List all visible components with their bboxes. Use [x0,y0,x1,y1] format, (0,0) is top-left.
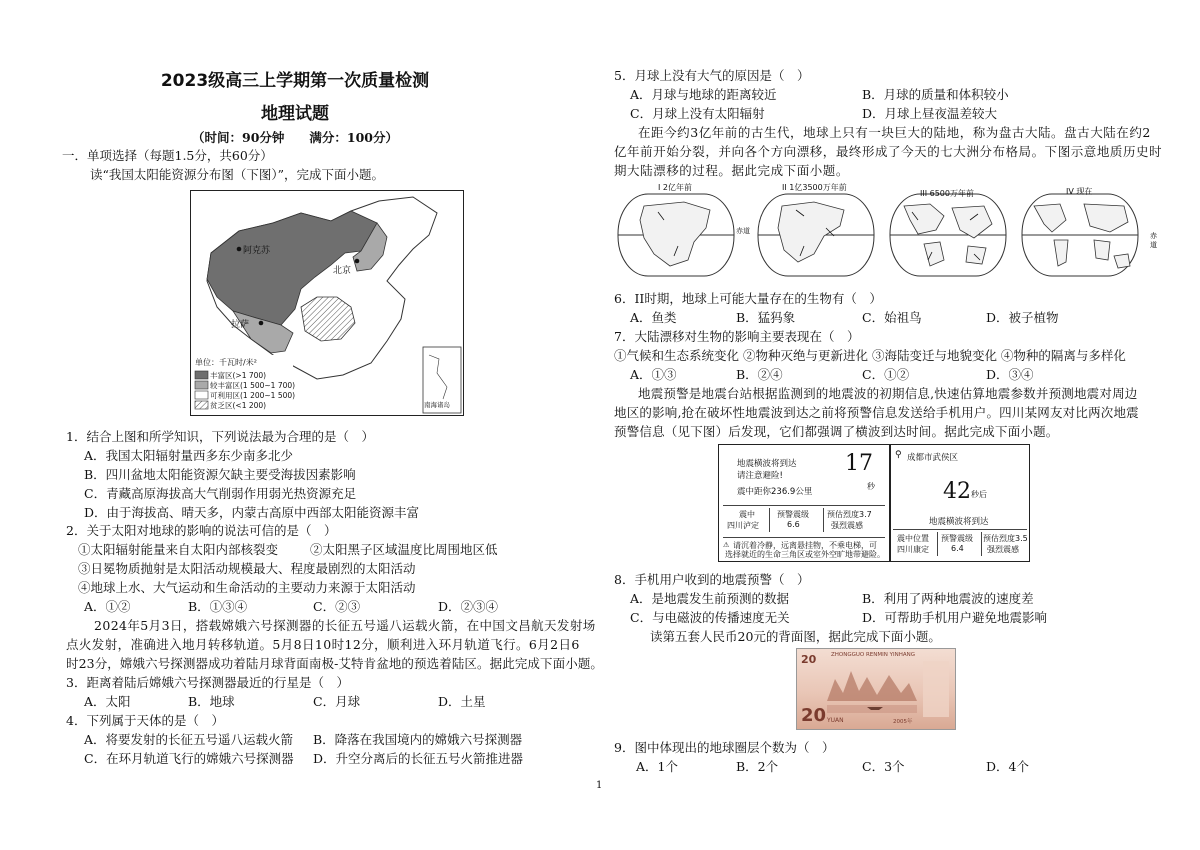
drift-label-4: IV 现在 [1066,187,1093,196]
q5-option-b[interactable]: B．月球的质量和体积较小 [862,87,1009,102]
q5-option-c[interactable]: C．月球上没有太阳辐射 [630,106,765,121]
q8-option-a[interactable]: A．是地震发生前预测的数据 [630,591,790,606]
q7-stem: 7．大陆漂移对生物的影响主要表现在（ ） [614,329,860,344]
continental-drift-figure [614,180,1180,280]
passage-quake-line1: 地震预警是地震台站根据监测到的地震波的初期信息,快速估算地震参数并预测地震对周边 [638,386,1138,401]
time-score: （时间：90分钟 满分：100分） [192,130,398,145]
card2-location: 成都市武侯区 [907,453,959,463]
q1-option-b[interactable]: B．四川盆地太阳能资源欠缺主要受海拔因素影响 [84,467,356,482]
passage-pangaea-line2: 亿年前开始分裂，并向各个方向漂移，最终形成了今天的七大洲分布格局。下图示意地质历史时 [614,144,1163,159]
passage-pangaea-line3: 期大陆漂移的过程。据此完成下面小题。 [614,163,849,178]
passage-quake-line3: 预警信息（见下图）后发现，它们都强调了横波到达时间。据此完成下面小题。 [614,424,1059,439]
legend-unit: 单位：千瓦时/米² [195,358,257,367]
card1-col2-head: 预警震级 [777,510,809,519]
card2-col3-val: 强烈震感 [987,545,1019,554]
passage-quake-line2: 地区的影响,抢在破坏性地震波到达之前将预警信息发送给手机用户。四川某网友对比两次地震 [614,405,1139,420]
q8-stem: 8．手机用户收到的地震预警（ ） [614,572,810,587]
passage-change6-line3: 时23分，嫦娥六号探测器成功着陆月球背面南极-艾特肯盆地的预选着陆区。据此完成下面小题。 [66,656,604,671]
card1-title2: 请注意避险! [737,471,783,481]
q3-option-d[interactable]: D．土星 [438,694,486,709]
banknote-denom-large: 20 [801,705,827,726]
q3-option-a[interactable]: A．太阳 [84,694,131,709]
drift-maps-graphic [614,180,1180,280]
exam-title: 2023级高三上学期第一次质量检测 [160,71,430,91]
warning-icon: ⚠ [723,541,730,549]
card1-distance: 震中距你236.9公里 [737,487,813,497]
card2-unit: 秒后 [971,490,987,499]
card1-warning [723,537,885,560]
svg-text:道: 道 [1150,241,1157,249]
equator-label: 赤道 [736,227,750,235]
card1-col2-val: 6.6 [787,520,800,529]
card1-table [723,505,885,534]
q8-option-c[interactable]: C．与电磁波的传播速度无关 [630,610,790,625]
q7-option-b[interactable]: B．②④ [736,367,783,382]
location-pin-icon: ⚲ [895,450,902,460]
card1-unit: 秒 [867,482,875,491]
q4-option-d[interactable]: D．升空分离后的长征五号火箭推进器 [313,751,524,766]
q8-option-b[interactable]: B．利用了两种地震波的速度差 [862,591,1034,606]
map-intro: 读“我国太阳能资源分布图（下图）”，完成下面小题。 [90,167,385,182]
label-akesu: 阿克苏 [243,246,271,256]
q1-option-c[interactable]: C．青藏高原海拔高大气削弱作用弱光热资源充足 [84,486,357,501]
drift-label-3: III 6500万年前 [920,189,974,198]
q1-stem: 1．结合上图和所学知识，下列说法最为合理的是（ ） [66,429,374,444]
label-lhasa: 拉萨 [231,320,250,330]
q6-option-d[interactable]: D．被子植物 [986,310,1059,325]
q4-option-b[interactable]: B．降落在我国境内的嫦娥六号探测器 [313,732,523,747]
card1-col1-head: 震中 [739,510,755,519]
q9-stem: 9．图中体现出的地球圈层个数为（ ） [614,740,835,755]
q9-option-b[interactable]: B．2个 [736,759,779,774]
svg-text:赤: 赤 [1150,232,1157,240]
q5-stem: 5．月球上没有大气的原因是（ ） [614,68,810,83]
legend-item-usable: 可利用区(1 200~1 500) [210,391,296,400]
q7-items: ①气候和生态系统变化 ②物种灭绝与更新进化 ③海陆变迁与地貌变化 ④物种的隔离与多样化 [614,348,1126,363]
card1-countdown: 17 [845,451,873,476]
q6-option-a[interactable]: A．鱼类 [630,310,677,325]
q6-stem: 6．II时期，地球上可能大量存在的生物有（ ） [614,291,882,306]
card2-col2-val: 6.4 [951,544,964,553]
card2-table [893,529,1027,558]
card2-col2-head: 预警震级 [941,534,973,543]
passage-pangaea-line1: 在距今约3亿年前的古生代，地球上只有一块巨大的陆地，称为盘古大陆。盘古大陆在约2 [638,125,1151,140]
passage-change6-line1: 2024年5月3日，搭载嫦娥六号探测器的长征五号遥八运载火箭，在中国文昌航天发射场 [94,618,596,633]
q2-option-d[interactable]: D．②③④ [438,599,499,614]
q3-stem: 3．距离着陆后嫦娥六号探测器最近的行星是（ ） [66,675,349,690]
q4-option-c[interactable]: C．在环月轨道飞行的嫦娥六号探测器 [84,751,294,766]
label-south-sea: 南海诸岛 [424,401,450,409]
q3-option-b[interactable]: B．地球 [188,694,235,709]
q3-option-c[interactable]: C．月球 [313,694,361,709]
drift-label-1: I 2亿年前 [658,183,692,192]
banknote-denom-top: 20 [801,653,817,666]
card1-warning-line2: 选择就近的生命三角区或室外空旷地带避险。 [725,550,885,559]
quake-alert-card-kangding [890,444,1030,562]
q9-option-d[interactable]: D．4个 [986,759,1029,774]
q6-option-b[interactable]: B．猛犸象 [736,310,796,325]
card1-col3-head: 预估烈度3.7 [827,510,872,519]
q2-item-2: ②太阳黑子区域温度比周围地区低 [310,542,498,557]
q7-option-a[interactable]: A．①③ [630,367,677,382]
card2-col1-val: 四川康定 [897,545,929,554]
banknote-header: ZHONGGUO RENMIN YINHANG [831,652,915,658]
card2-countdown: 42 [943,479,971,504]
banknote-year: 2005年 [893,719,913,725]
q1-option-d[interactable]: D．由于海拔高、晴天多，内蒙古高原中西部太阳能资源丰富 [84,505,420,520]
label-beijing: 北京 [333,266,352,276]
solar-resource-map [190,190,464,416]
quake-alert-card-luding [718,444,890,562]
q6-option-c[interactable]: C．始祖鸟 [862,310,922,325]
q7-option-d[interactable]: D．③④ [986,367,1034,382]
q4-option-a[interactable]: A．将要发射的长征五号遥八运载火箭 [84,732,294,747]
q2-item-1: ①太阳辐射能量来自太阳内部核裂变 [78,542,279,557]
page-number: 1 [596,780,603,791]
card1-warning-line1: 请沉着冷静，远离悬挂物，不乘电梯，可 [733,541,877,550]
section-heading: 一．单项选择（每题1.5分，共60分） [62,148,273,163]
q1-option-a[interactable]: A．我国太阳辐射量西多东少南多北少 [84,448,294,463]
q2-option-a[interactable]: A．①② [84,599,131,614]
card1-col3-val: 强烈震感 [831,521,863,530]
passage-change6-line2: 点火发射，准确进入地月转移轨道。5月8日10时12分，顺利进入环月轨道飞行。6月2日6 [66,637,580,652]
legend-item-rich: 丰富区(>1 700) [210,371,267,380]
card1-title1: 地震横波将到达 [737,459,797,469]
q2-option-c[interactable]: C．②③ [313,599,361,614]
card1-col1-val: 四川泸定 [727,521,759,530]
card2-arrive: 地震横波将到达 [929,517,989,527]
q2-item-4: ④地球上水、大气运动和生命活动的主要动力来源于太阳活动 [78,580,416,595]
q5-option-a[interactable]: A．月球与地球的距离较近 [630,87,777,102]
q2-stem: 2．关于太阳对地球的影响的说法可信的是（ ） [66,523,337,538]
q4-stem: 4．下列属于天体的是（ ） [66,713,224,728]
q2-item-3: ③日冕物质抛射是太阳活动规模最大、程度最剧烈的太阳活动 [78,561,416,576]
q7-option-c[interactable]: C．①② [862,367,910,382]
passage-rmb: 读第五套人民币20元的背面图，据此完成下面小题。 [650,629,941,644]
q9-option-c[interactable]: C．3个 [862,759,905,774]
subject-title: 地理试题 [261,104,329,124]
q8-option-d[interactable]: D．可帮助手机用户避免地震影响 [862,610,1048,625]
legend-item-fair: 较丰富区(1 500~1 700) [210,381,296,390]
drift-label-2: II 1亿3500万年前 [782,183,847,192]
rmb-20-banknote-image [796,648,956,730]
q5-option-d[interactable]: D．月球上昼夜温差较大 [862,106,998,121]
card2-col1-head: 震中位置 [897,534,929,543]
card2-col3-head: 预估烈度3.5 [983,534,1028,543]
legend-item-poor: 贫乏区(<1 200) [210,401,267,410]
q2-option-b[interactable]: B．①③④ [188,599,248,614]
banknote-yuan: YUAN [827,717,844,724]
q9-option-a[interactable]: A．1个 [636,759,678,774]
